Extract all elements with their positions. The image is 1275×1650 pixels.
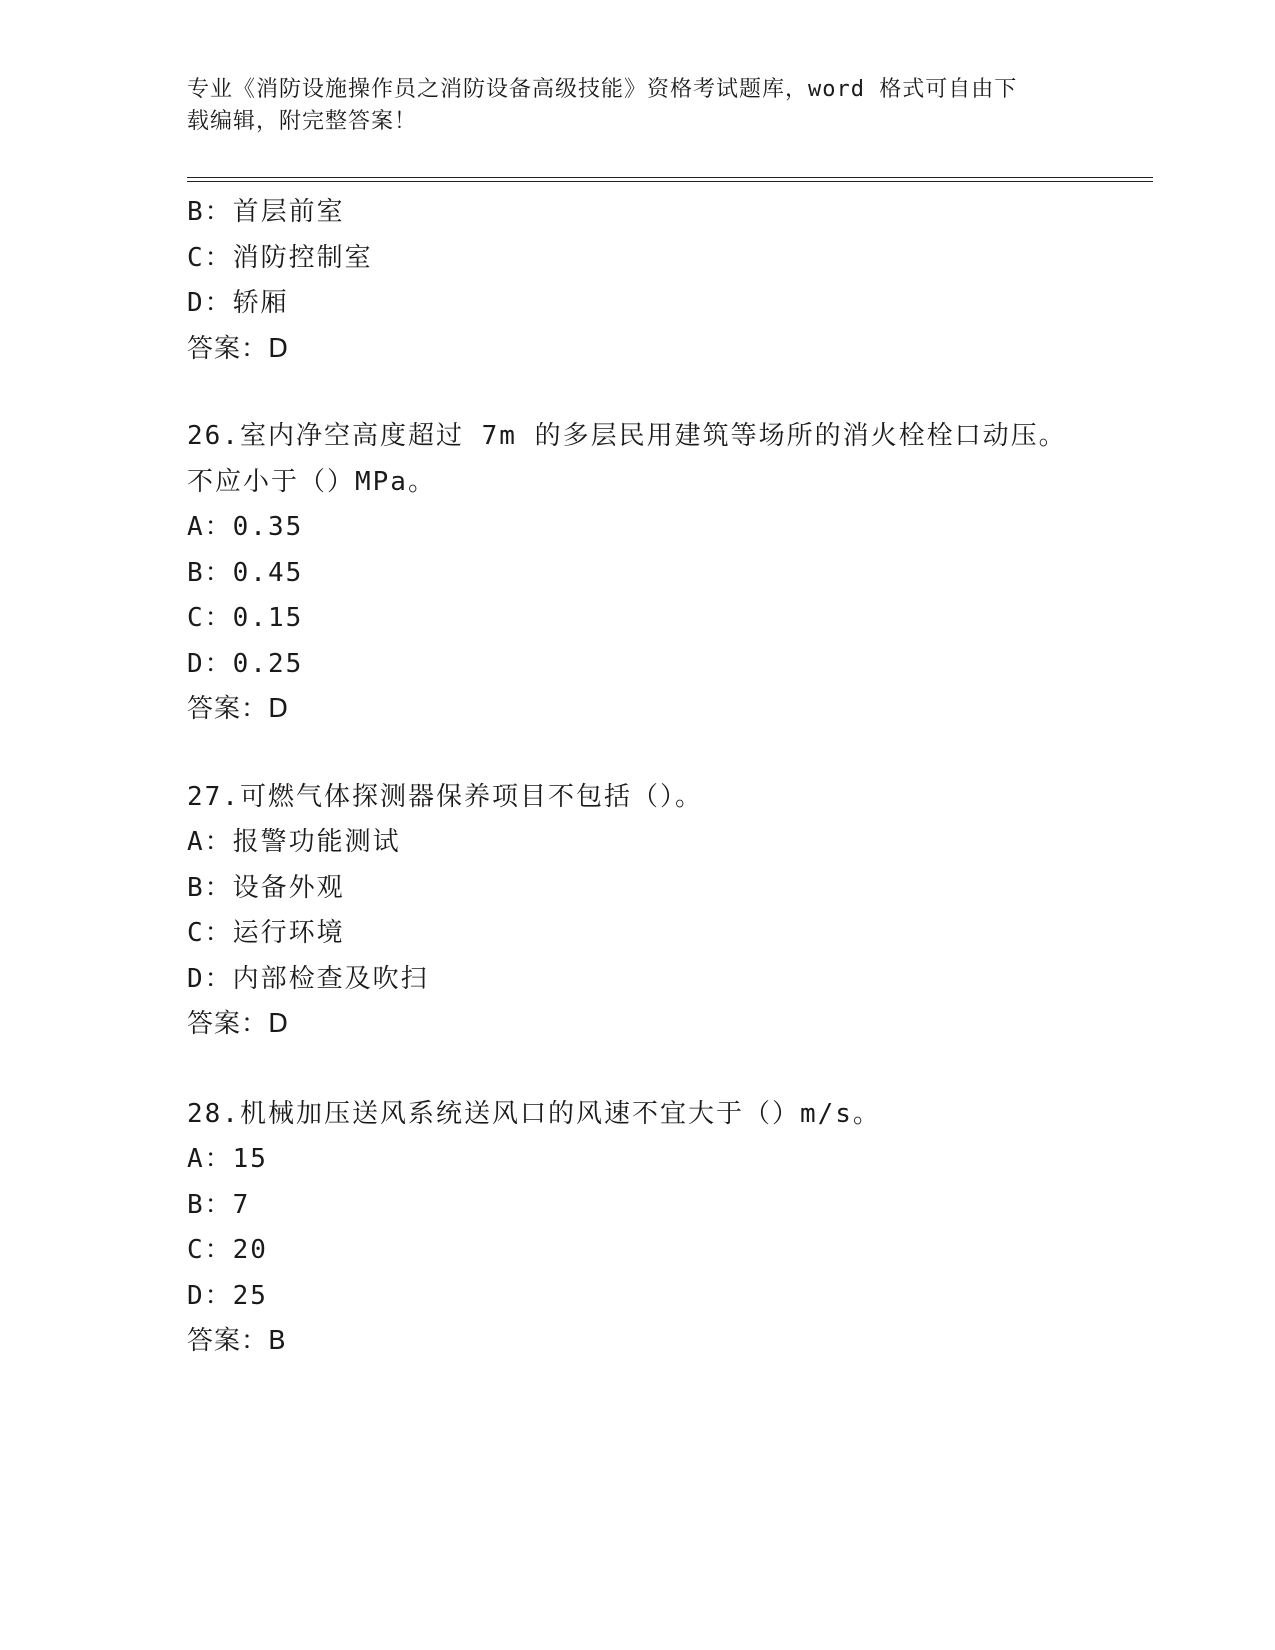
- header-line-1: 专业《消防设施操作员之消防设备高级技能》资格考试题库，word 格式可自由下: [187, 77, 1018, 102]
- question-text-line-1: 26.室内净空高度超过 7m 的多层民用建筑等场所的消火栓栓口动压。: [187, 421, 1067, 451]
- header-divider-top: [187, 177, 1153, 178]
- option-c: C：消防控制室: [187, 242, 373, 273]
- option-b: B：首层前室: [187, 197, 345, 227]
- question-text-line-1: 27.可燃气体探测器保养项目不包括（）。: [187, 781, 703, 812]
- answer-label: 答案：D: [187, 333, 290, 364]
- option-b: B：0.45: [187, 557, 304, 588]
- question-text-line-1: 28.机械加压送风系统送风口的风速不宜大于（）m/s。: [187, 1098, 881, 1129]
- option-d: D：内部检查及吹扫: [187, 963, 429, 994]
- question-27: [187, 775, 1087, 1048]
- option-b: B：7: [187, 1189, 251, 1220]
- option-d: D：轿厢: [187, 288, 289, 318]
- question-25: [187, 190, 1087, 372]
- option-a: A：0.35: [187, 512, 304, 542]
- question-28: [187, 1092, 1087, 1365]
- question-list: [187, 190, 1087, 1365]
- answer-label: 答案：B: [187, 1326, 287, 1356]
- option-a: A：15: [187, 1144, 268, 1174]
- option-a: A：报警功能测试: [187, 827, 401, 857]
- answer-label: 答案：D: [187, 1009, 290, 1039]
- option-d: D：25: [187, 1280, 268, 1311]
- header-divider-bottom: [187, 181, 1153, 182]
- option-c: C：0.15: [187, 603, 304, 633]
- question-26: [187, 414, 1087, 733]
- option-c: C：20: [187, 1235, 268, 1265]
- option-c: C：运行环境: [187, 918, 345, 948]
- answer-label: 答案：D: [187, 694, 290, 724]
- option-d: D：0.25: [187, 648, 304, 679]
- question-text-line-2: 不应小于（）MPa。: [187, 466, 436, 497]
- document-header: [187, 74, 1067, 138]
- header-line-2: 载编辑，附完整答案！: [187, 109, 418, 134]
- option-b: B：设备外观: [187, 872, 345, 903]
